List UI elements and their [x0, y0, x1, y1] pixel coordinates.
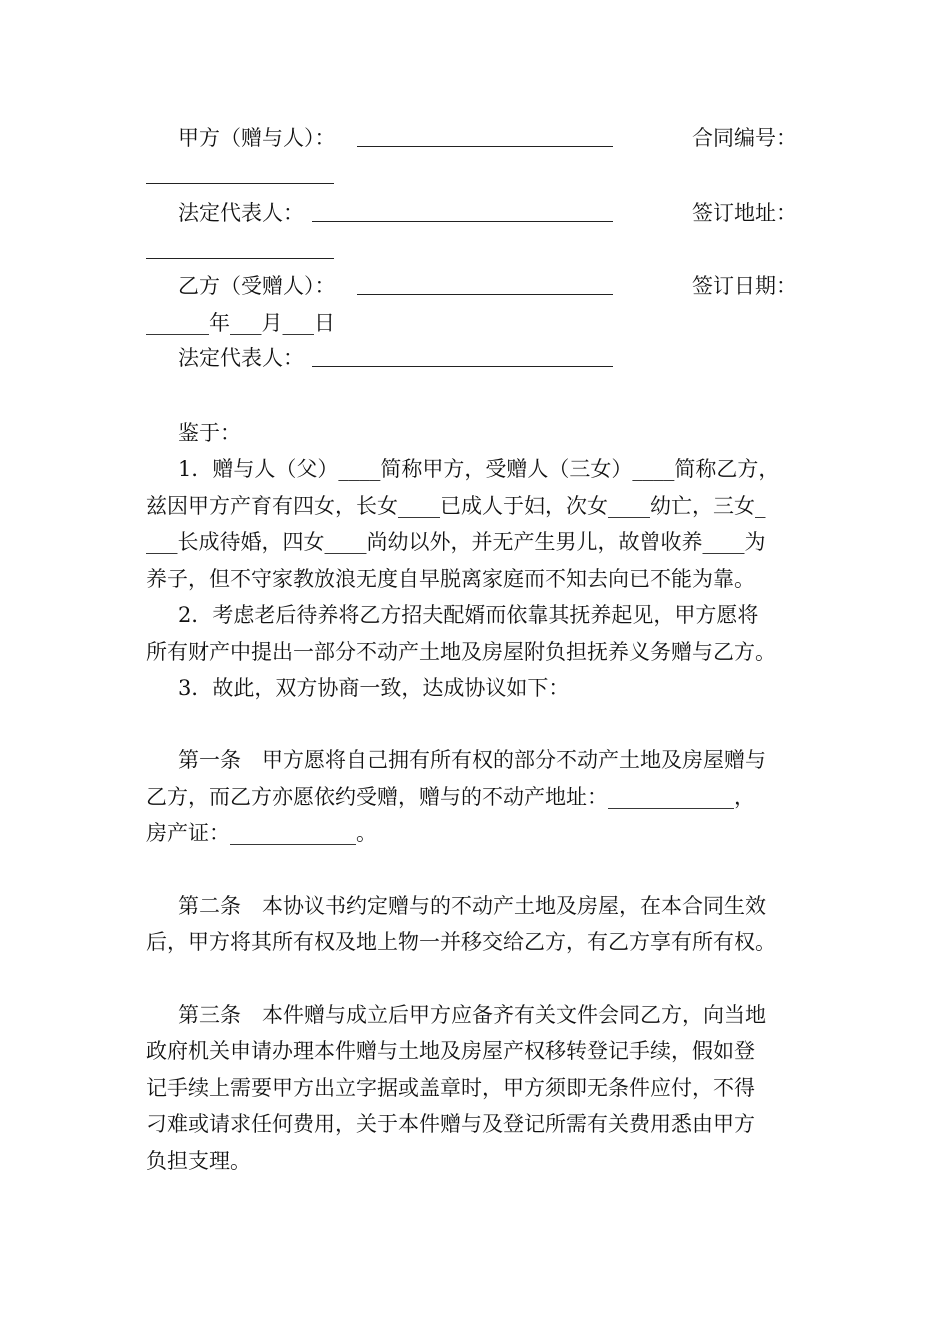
- article-1-line: 第一条 甲方愿将自己拥有所有权的部分不动产土地及房屋赠与: [178, 748, 766, 772]
- legal-rep-b-blank[interactable]: [312, 366, 613, 367]
- sign-date-label: 签订日期：: [692, 274, 797, 298]
- party-a-blank[interactable]: [357, 146, 613, 147]
- contract-no-label: 合同编号：: [692, 126, 797, 150]
- party-b-blank[interactable]: [357, 294, 613, 295]
- legal-rep-b-label: 法定代表人：: [178, 346, 304, 370]
- party-a-label: 甲方（赠与人）：: [178, 126, 336, 150]
- article-1-line: 房产证：____________。: [146, 821, 377, 845]
- article-3-line: 第三条 本件赠与成立后甲方应备齐有关文件会同乙方，向当地: [178, 1003, 766, 1027]
- article-3-line: 政府机关申请办理本件赠与土地及房屋产权移转登记手续，假如登: [146, 1039, 755, 1063]
- recital-2-line: 所有财产中提出一部分不动产土地及房屋附负担抚养义务赠与乙方。: [146, 640, 776, 664]
- party-b-label: 乙方（受赠人）：: [178, 274, 336, 298]
- recital-2-line: 2．考虑老后待养将乙方招夫配婿而依靠其抚养起见，甲方愿将: [178, 603, 759, 627]
- sign-place-blank[interactable]: [146, 258, 334, 259]
- legal-rep-a-blank[interactable]: [312, 221, 613, 222]
- sign-date-value: ______年___月___日: [146, 311, 335, 335]
- sign-place-label: 签订地址：: [692, 201, 797, 225]
- article-1-line: 乙方，而乙方亦愿依约受赠，赠与的不动产地址：____________，: [146, 785, 755, 809]
- article-2-line: 第二条 本协议书约定赠与的不动产土地及房屋，在本合同生效: [178, 894, 766, 918]
- recital-1-line: 兹因甲方产育有四女，长女____已成人于妇，次女____幼亡，三女_: [146, 494, 766, 518]
- article-2-line: 后，甲方将其所有权及地上物一并移交给乙方，有乙方享有所有权。: [146, 930, 776, 954]
- recital-1-line: 养子，但不守家教放浪无度自早脱离家庭而不知去向已不能为靠。: [146, 567, 755, 591]
- recital-1-line: ___长成待婚，四女____尚幼以外，并无产生男儿，故曾收养____为: [146, 530, 766, 554]
- contract-no-blank[interactable]: [146, 183, 334, 184]
- article-3-line: 刁难或请求任何费用，关于本件赠与及登记所需有关费用悉由甲方: [146, 1112, 755, 1136]
- legal-rep-a-label: 法定代表人：: [178, 201, 304, 225]
- recitals-intro: 鉴于：: [178, 421, 241, 445]
- article-3-line: 负担支理。: [146, 1149, 251, 1173]
- recital-1-line: 1．赠与人（父）____简称甲方，受赠人（三女）____简称乙方，: [178, 457, 780, 481]
- article-3-line: 记手续上需要甲方出立字据或盖章时，甲方须即无条件应付，不得: [146, 1076, 755, 1100]
- recital-3-line: 3．故此，双方协商一致，达成协议如下：: [178, 676, 570, 700]
